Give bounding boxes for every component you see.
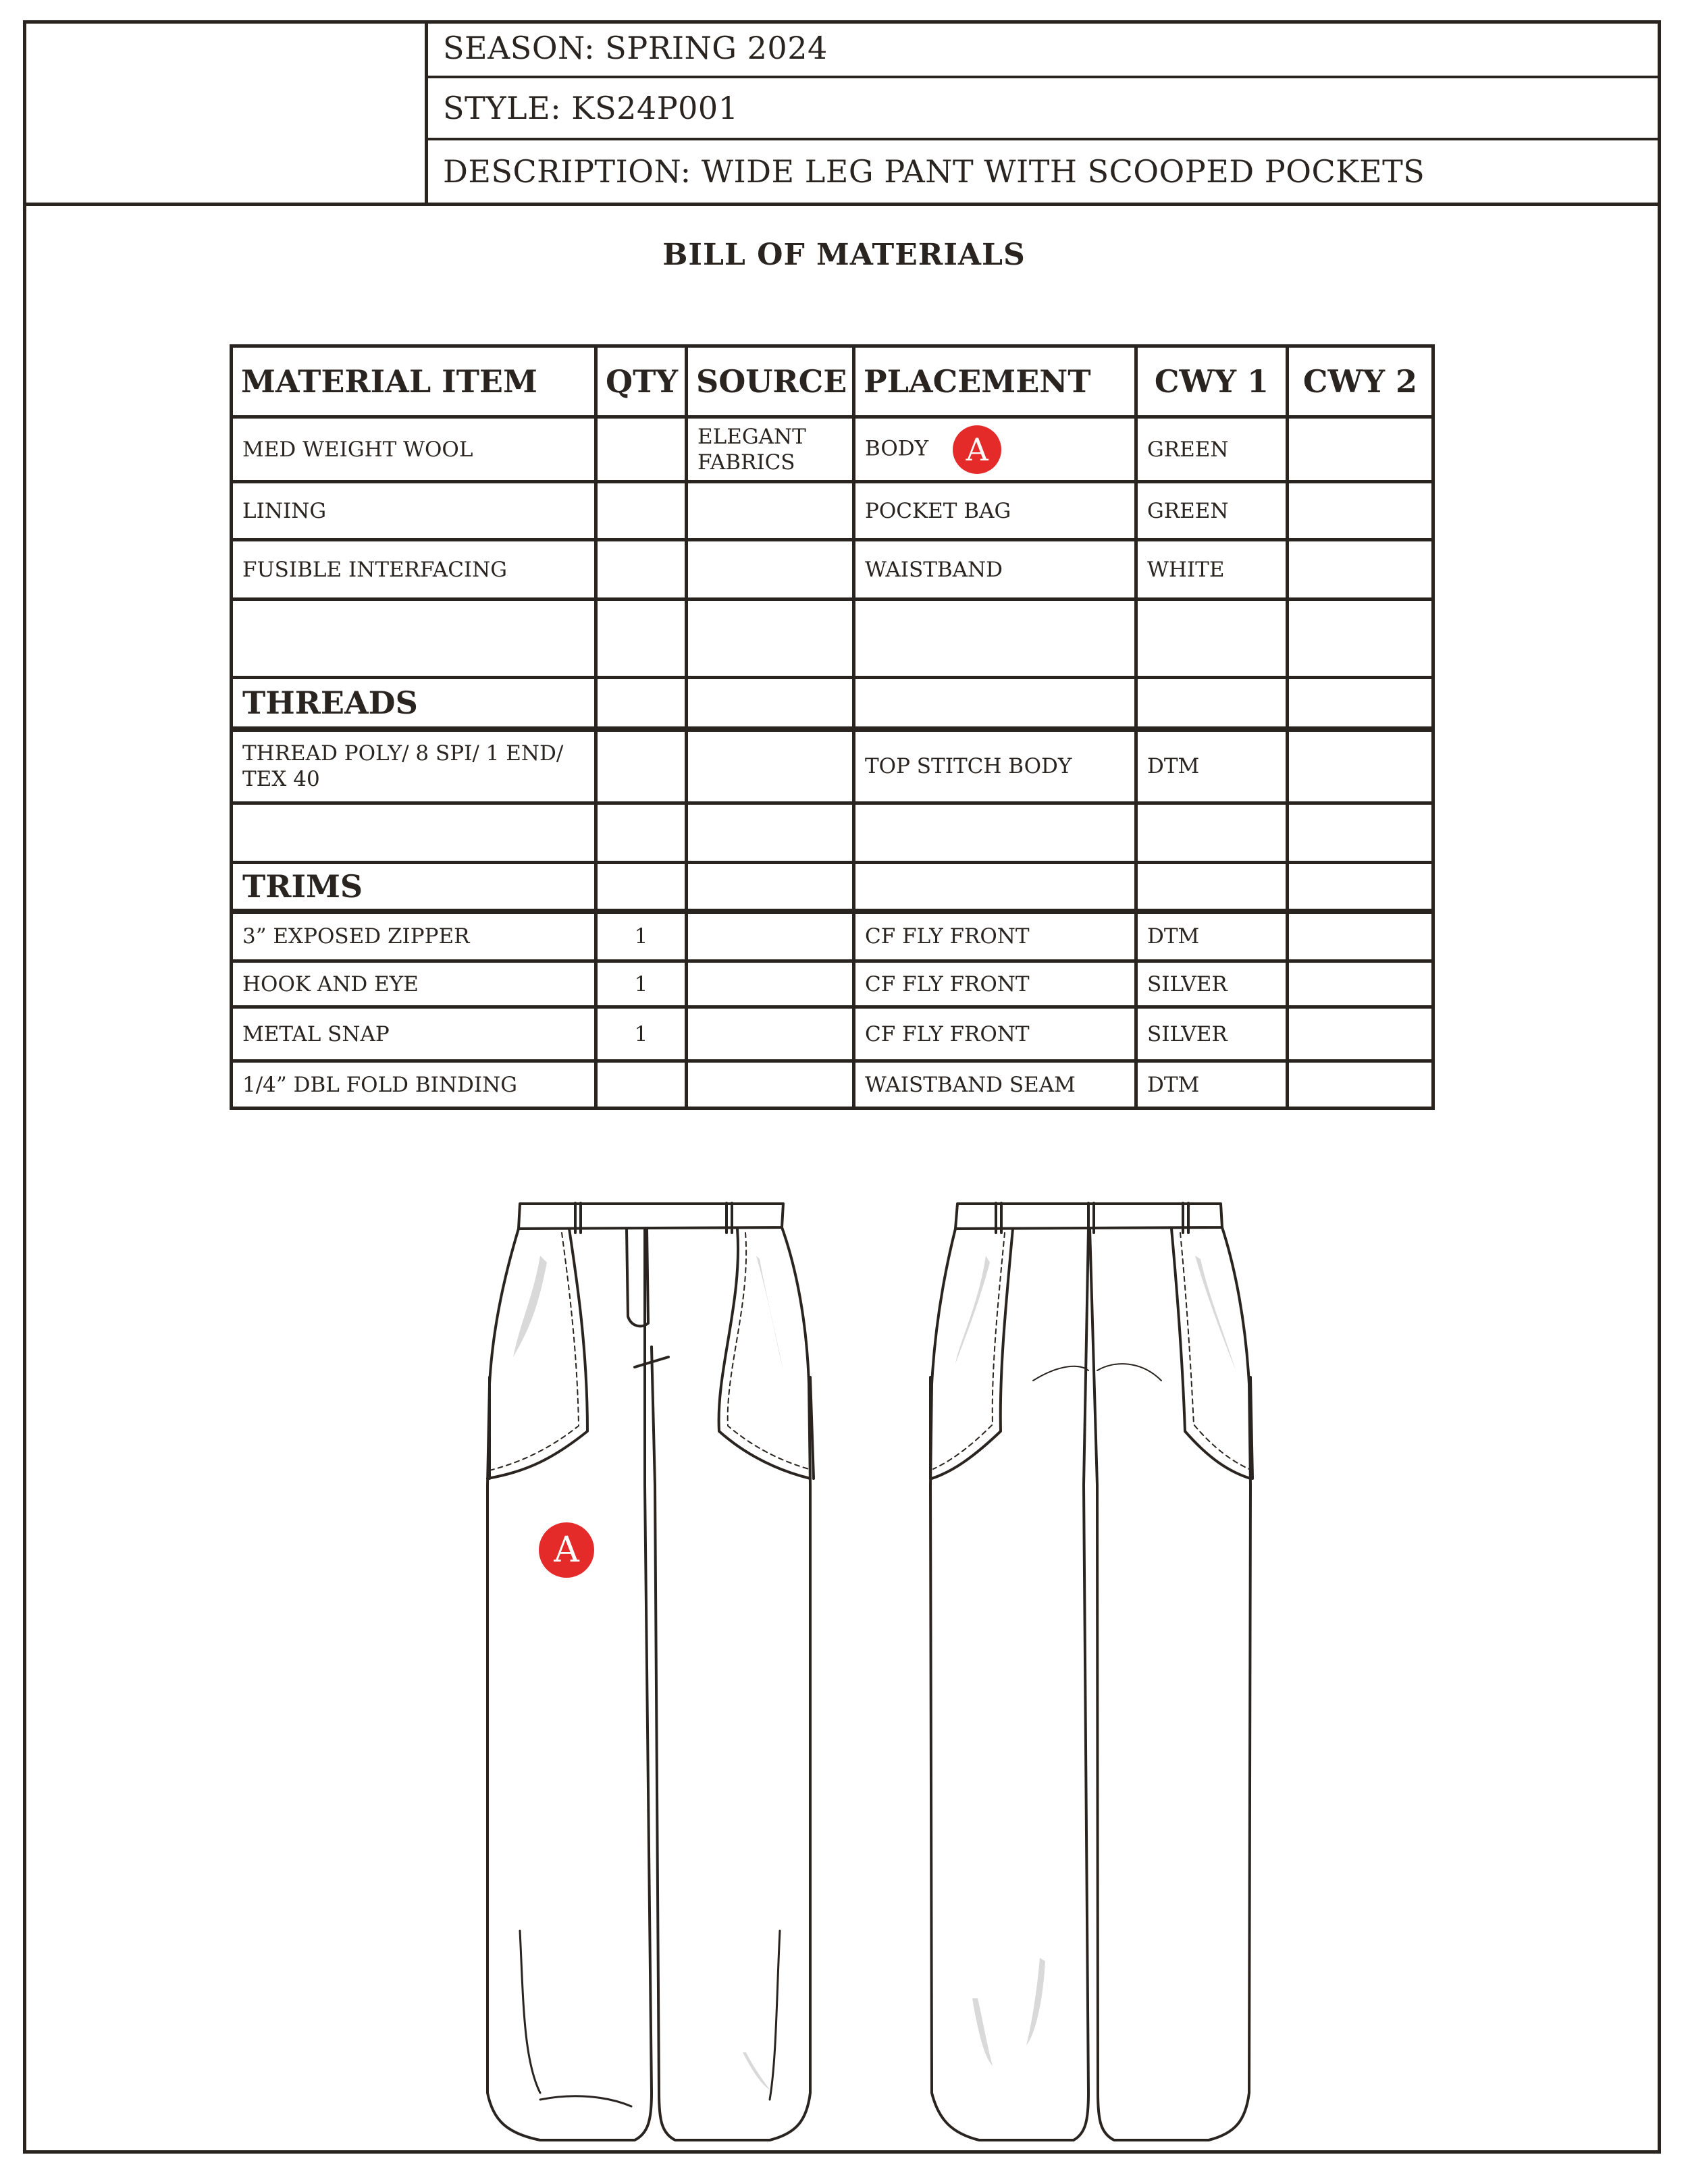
cell-source: ELEGANT FABRICS xyxy=(687,417,854,482)
section-label-threads: THREADS xyxy=(232,678,596,729)
col-material-item: MATERIAL ITEM xyxy=(232,346,596,417)
cell-item: 3” EXPOSED ZIPPER xyxy=(232,911,596,961)
cell-placement: CF FLY FRONT xyxy=(854,1007,1136,1061)
cell-item: LINING xyxy=(232,482,596,540)
cell-item: FUSIBLE INTERFACING xyxy=(232,540,596,600)
col-cwy1: CWY 1 xyxy=(1136,346,1288,417)
cell-placement: CF FLY FRONT xyxy=(854,961,1136,1007)
cell-cwy1: SILVER xyxy=(1136,961,1288,1007)
col-cwy2: CWY 2 xyxy=(1288,346,1433,417)
cell-cwy1: DTM xyxy=(1136,911,1288,961)
cell-item: MED WEIGHT WOOL xyxy=(232,417,596,482)
cell-placement: WAISTBAND xyxy=(854,540,1136,600)
cell-cwy1: SILVER xyxy=(1136,1007,1288,1061)
section-label-trims: TRIMS xyxy=(232,863,596,911)
cell-placement: TOP STITCH BODY xyxy=(854,729,1136,803)
pants-front-view xyxy=(487,1203,814,2140)
cell-qty: 1 xyxy=(596,961,687,1007)
col-source: SOURCE xyxy=(687,346,854,417)
cell-cwy1: GREEN xyxy=(1136,417,1288,482)
cell-qty: 1 xyxy=(596,1007,687,1061)
cell-item: THREAD POLY/ 8 SPI/ 1 END/ TEX 40 xyxy=(232,729,596,803)
cell-cwy1: DTM xyxy=(1136,729,1288,803)
col-placement: PLACEMENT xyxy=(854,346,1136,417)
cell-cwy1: WHITE xyxy=(1136,540,1288,600)
description-field: DESCRIPTION: WIDE LEG PANT WITH SCOOPED POCKETS xyxy=(443,153,1425,190)
cell-placement: WAISTBAND SEAM xyxy=(854,1061,1136,1109)
callout-badge-sketch: A xyxy=(539,1522,594,1578)
cell-placement: CF FLY FRONT xyxy=(854,911,1136,961)
style-field: STYLE: KS24P001 xyxy=(428,78,1658,140)
cell-item: 1/4” DBL FOLD BINDING xyxy=(232,1061,596,1109)
pants-back-view xyxy=(930,1203,1252,2140)
placement-text: BODY xyxy=(865,436,929,460)
cell-cwy1: DTM xyxy=(1136,1061,1288,1109)
cell-placement: POCKET BAG xyxy=(854,482,1136,540)
season-field: SEASON: SPRING 2024 xyxy=(428,20,1658,78)
cell-item: HOOK AND EYE xyxy=(232,961,596,1007)
bom-title: BILL OF MATERIALS xyxy=(662,238,1026,272)
cell-cwy1: GREEN xyxy=(1136,482,1288,540)
col-qty: QTY xyxy=(596,346,687,417)
cell-item: METAL SNAP xyxy=(232,1007,596,1061)
callout-badge: A xyxy=(953,425,1001,474)
cell-qty: 1 xyxy=(596,911,687,961)
